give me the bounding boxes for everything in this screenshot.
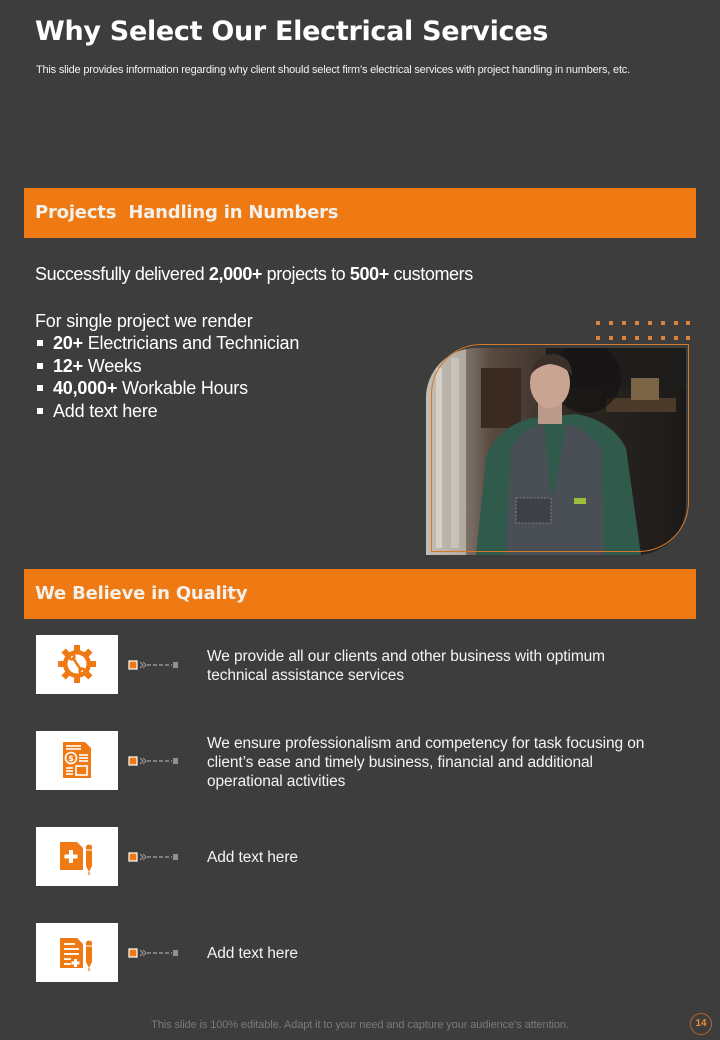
delivered-middle: projects to — [262, 264, 350, 284]
section-heading-projects: Projects Handling in Numbers — [35, 202, 339, 223]
delivered-summary — [35, 264, 473, 285]
bullet-square-icon — [37, 340, 43, 346]
add-document-pen-icon — [57, 836, 97, 876]
connector-arrow-icon — [128, 659, 180, 671]
section-heading-quality: We Believe in Quality — [35, 583, 248, 604]
quality-item — [0, 635, 720, 695]
render-item-label: Add text here — [53, 401, 158, 422]
photo-frame — [431, 344, 689, 552]
icon-box — [36, 635, 118, 694]
quality-item-text: Add text here — [207, 849, 298, 866]
icon-box — [36, 923, 118, 982]
render-item-value: 40,000+ — [53, 378, 118, 399]
footer-note — [0, 1019, 720, 1031]
bullet-square-icon — [37, 363, 43, 369]
render-list — [35, 332, 299, 423]
render-item — [35, 355, 299, 378]
render-item-value: 20+ — [53, 333, 83, 353]
page-number: 14 — [690, 1013, 712, 1035]
delivered-prefix: Successfully delivered — [35, 264, 209, 284]
section-bar-quality — [24, 569, 696, 619]
quality-item — [0, 923, 720, 983]
render-item-label: Workable Hours — [117, 378, 248, 399]
quality-item-text: We provide all our clients and other business with optimum technical assistance services — [207, 648, 605, 684]
quality-item — [0, 731, 720, 791]
quality-item-text: We ensure professionalism and competency for task focusing on client’s ease and timely business, financial and additional operational activities — [207, 735, 645, 790]
icon-box — [36, 827, 118, 886]
quality-item — [0, 827, 720, 887]
decorative-dots — [594, 320, 690, 342]
gear-wrench-icon — [57, 644, 97, 684]
render-item — [35, 377, 299, 400]
delivered-suffix: customers — [388, 264, 473, 284]
connector-arrow-icon — [128, 755, 180, 767]
document-pen-icon — [57, 932, 97, 972]
svg-text:$: $ — [68, 754, 74, 763]
render-item-value: 12+ — [53, 355, 83, 376]
section-bar-projects — [24, 188, 696, 238]
connector-arrow-icon — [128, 947, 180, 959]
icon-box — [36, 731, 118, 790]
quality-item-text: Add text here — [207, 945, 298, 962]
bullet-square-icon — [37, 408, 43, 414]
projects-count: 2,000+ — [208, 264, 263, 284]
render-item — [35, 332, 299, 355]
footer-note-text: This slide is 100% editable. Adapt it to your need and capture your audience’s attention. — [151, 1019, 569, 1031]
bullet-square-icon — [37, 385, 43, 391]
render-item-label: Electricians and Technician — [82, 333, 300, 353]
customers-count: 500+ — [349, 264, 389, 284]
page-title: Why Select Our Electrical Services — [35, 16, 549, 47]
page-subtitle: This slide provides information regarding why client should select firm’s electrical services with project handling in numbers, etc. — [36, 64, 630, 76]
render-item-label: Weeks — [82, 355, 142, 376]
render-item — [35, 400, 299, 423]
connector-arrow-icon — [128, 851, 180, 863]
render-heading: For single project we render — [35, 311, 253, 331]
financial-document-icon — [57, 740, 97, 780]
